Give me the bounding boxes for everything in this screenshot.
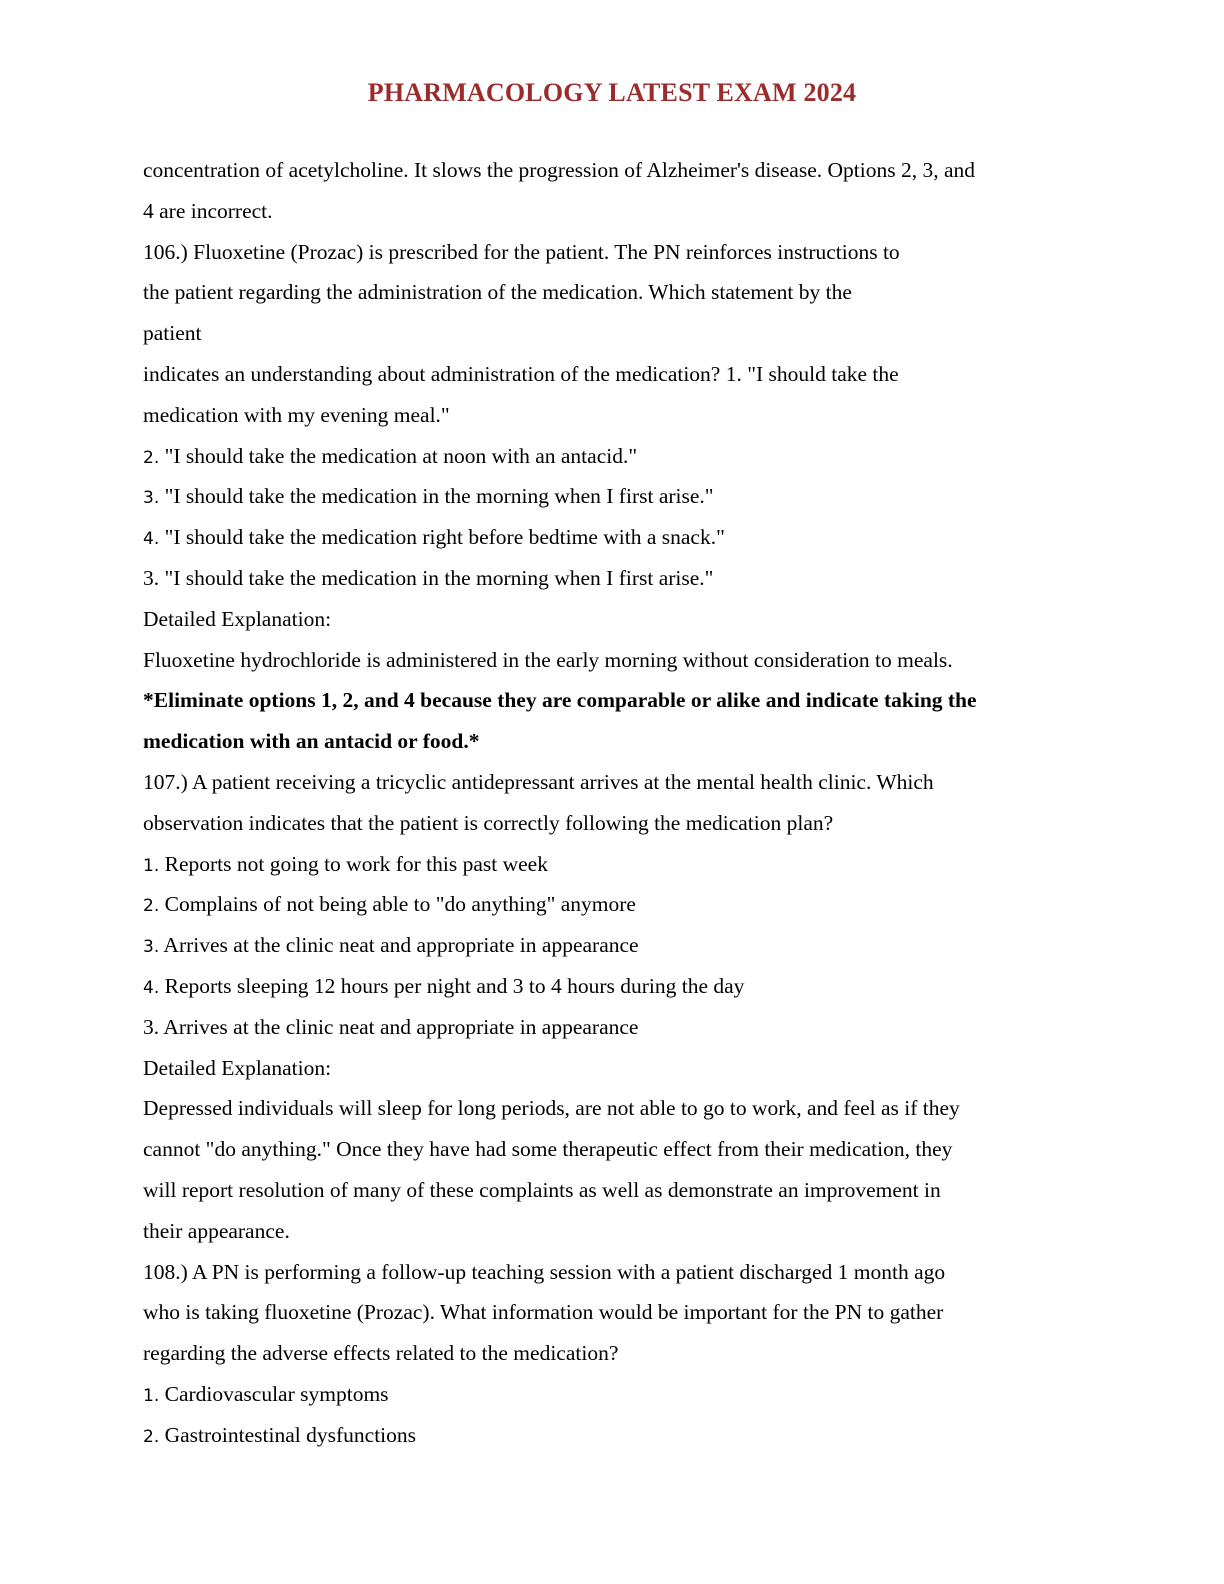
- text-line: [143, 1129, 1083, 1170]
- line-text: *Eliminate options 1, 2, and 4 because they are comparable or alike and indicate taking the: [143, 688, 977, 713]
- text-line: [143, 762, 1083, 803]
- option-number: 2.: [143, 447, 160, 468]
- text-line: [143, 517, 1083, 558]
- option-number: 2.: [143, 896, 160, 917]
- emphasis-line: [143, 680, 1083, 721]
- text-line: [143, 640, 1083, 681]
- option-number: 1.: [143, 1385, 160, 1406]
- text-line: [143, 191, 1083, 232]
- emphasis-line: [143, 721, 1083, 762]
- text-line: [143, 1088, 1083, 1129]
- line-text: Depressed individuals will sleep for long periods, are not able to go to work, and feel as if they: [143, 1096, 960, 1121]
- line-text: 4 are incorrect.: [143, 198, 273, 223]
- line-text: 3. Arrives at the clinic neat and appropriate in appearance: [143, 1014, 639, 1039]
- option-number: 3.: [143, 488, 160, 509]
- line-text: Reports sleeping 12 hours per night and 3 to 4 hours during the day: [159, 973, 745, 998]
- line-text: Arrives at the clinic neat and appropriate in appearance: [159, 933, 639, 958]
- text-line: [143, 1007, 1083, 1048]
- text-line: [143, 395, 1083, 436]
- option-number: 1.: [143, 855, 160, 876]
- text-line: [143, 436, 1083, 477]
- line-text: 106.) Fluoxetine (Prozac) is prescribed for the patient. The PN reinforces instructions to: [143, 239, 900, 264]
- line-text: cannot "do anything." Once they have had some therapeutic effect from their medication, they: [143, 1137, 953, 1162]
- text-line: [143, 599, 1083, 640]
- text-line: [143, 1292, 1083, 1333]
- line-text: the patient regarding the administration of the medication. Which statement by the: [143, 280, 852, 305]
- line-text: concentration of acetylcholine. It slows the progression of Alzheimer's disease. Options 2, 3, and: [143, 158, 976, 182]
- text-line: [143, 150, 1083, 191]
- line-text: 107.) A patient receiving a tricyclic antidepressant arrives at the mental health clinic. Which: [143, 769, 934, 794]
- text-line: [143, 844, 1083, 885]
- line-text: "I should take the medication right before bedtime with a snack.": [159, 525, 725, 550]
- option-number: 2.: [143, 1426, 160, 1447]
- line-text: Gastrointestinal dysfunctions: [159, 1422, 417, 1447]
- line-text: Detailed Explanation:: [143, 1055, 332, 1080]
- text-line: [143, 272, 1083, 313]
- text-line: [143, 1170, 1083, 1211]
- line-text: observation indicates that the patient is correctly following the medication plan?: [143, 810, 834, 835]
- text-line: [143, 1333, 1083, 1374]
- text-line: [143, 1211, 1083, 1252]
- line-text: Cardiovascular symptoms: [159, 1381, 389, 1406]
- line-text: medication with an antacid or food.*: [143, 729, 480, 754]
- text-line: [143, 803, 1083, 844]
- text-line: [143, 884, 1083, 925]
- text-line: [143, 558, 1083, 599]
- line-text: Reports not going to work for this past week: [159, 851, 548, 876]
- text-line: [143, 354, 1083, 395]
- text-line: [143, 1252, 1083, 1293]
- text-line: [143, 1415, 1083, 1456]
- option-number: 3.: [143, 937, 160, 958]
- line-text: 3. "I should take the medication in the morning when I first arise.": [143, 565, 714, 590]
- text-line: [143, 476, 1083, 517]
- line-text: patient: [143, 321, 202, 346]
- text-line: [143, 1374, 1083, 1415]
- line-text: "I should take the medication at noon with an antacid.": [159, 443, 638, 468]
- line-text: regarding the adverse effects related to the medication?: [143, 1341, 619, 1366]
- line-text: will report resolution of many of these complaints as well as demonstrate an improvement in: [143, 1177, 941, 1202]
- page-title: PHARMACOLOGY LATEST EXAM 2024: [367, 78, 857, 107]
- line-text: indicates an understanding about administration of the medication? 1. "I should take the: [143, 361, 899, 386]
- line-text: Detailed Explanation:: [143, 606, 332, 631]
- option-number: 4.: [143, 529, 160, 550]
- text-line: [143, 966, 1083, 1007]
- document-body: [143, 150, 1083, 1456]
- text-line: [143, 232, 1083, 273]
- line-text: medication with my evening meal.": [143, 402, 450, 427]
- line-text: 108.) A PN is performing a follow-up teaching session with a patient discharged 1 month ago: [143, 1259, 946, 1284]
- text-line: [143, 925, 1083, 966]
- text-line: [143, 313, 1083, 354]
- line-text: who is taking fluoxetine (Prozac). What information would be important for the PN to gather: [143, 1300, 944, 1325]
- line-text: Complains of not being able to "do anything" anymore: [159, 892, 636, 917]
- option-number: 4.: [143, 977, 160, 998]
- text-line: [143, 1048, 1083, 1089]
- line-text: Fluoxetine hydrochloride is administered in the early morning without consideration to meals.: [143, 647, 953, 672]
- line-text: their appearance.: [143, 1218, 290, 1243]
- line-text: "I should take the medication in the morning when I first arise.": [159, 484, 714, 509]
